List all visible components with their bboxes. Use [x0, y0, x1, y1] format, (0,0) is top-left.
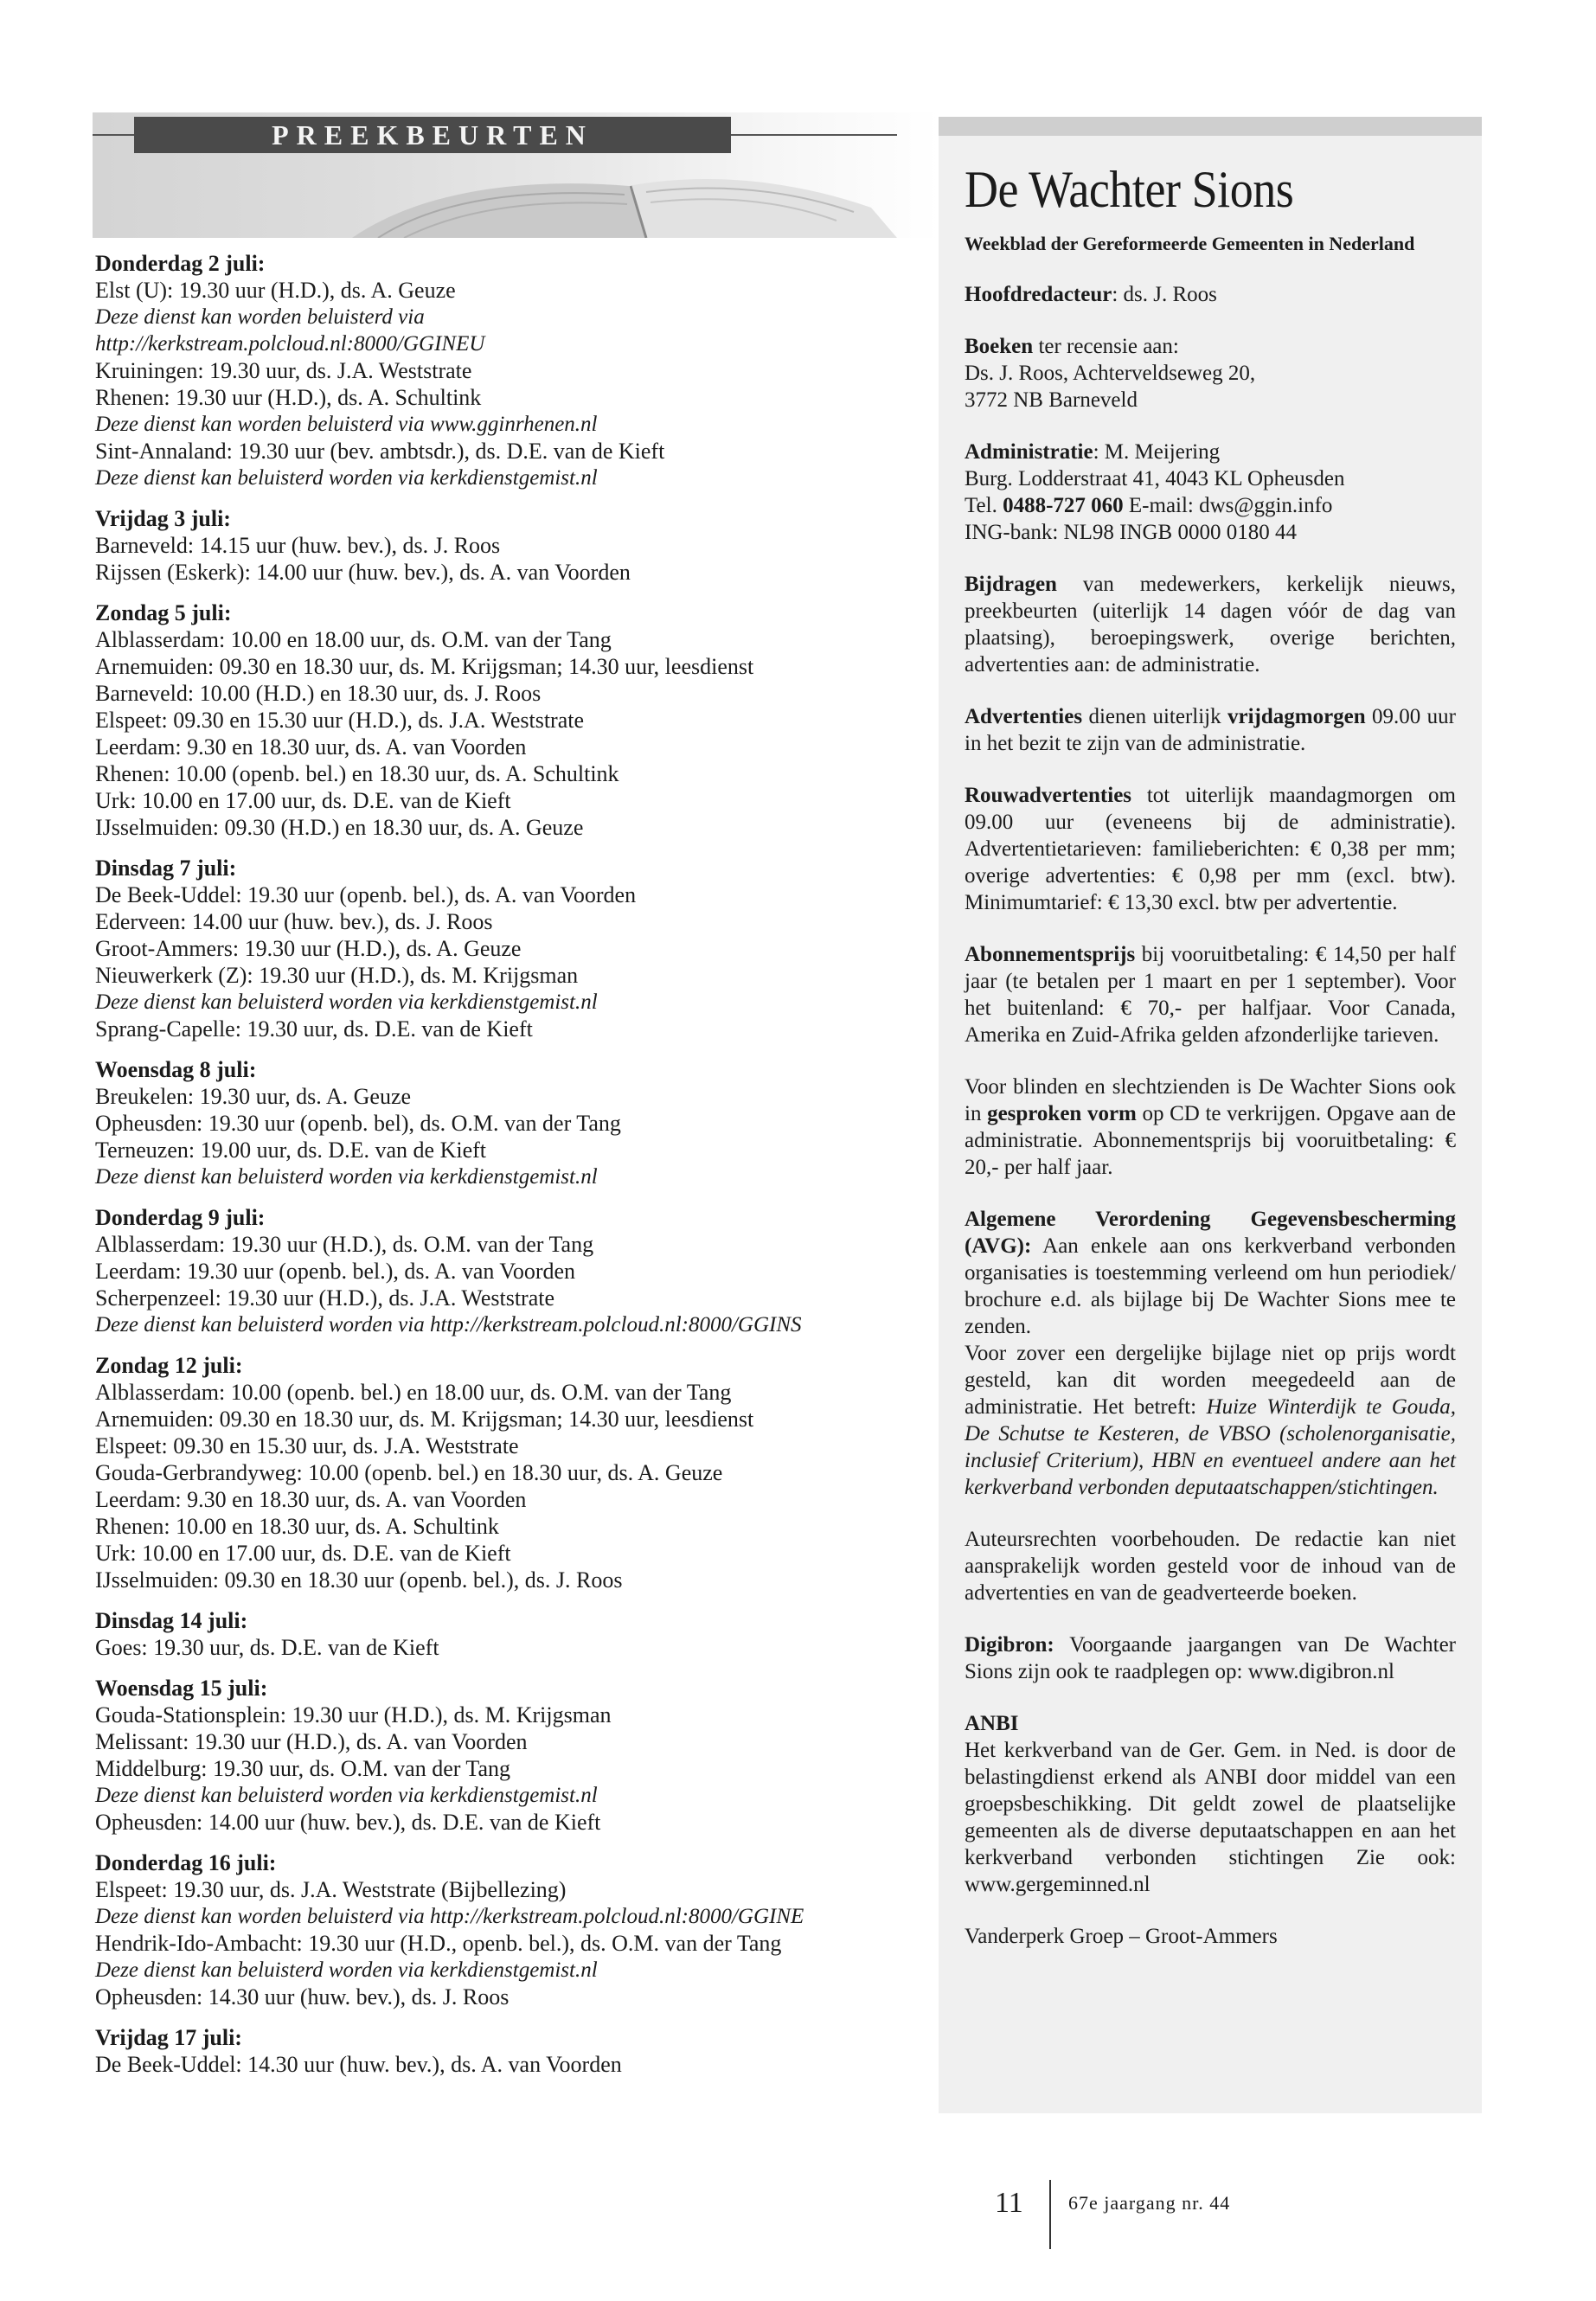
service-entry: Middelburg: 19.30 uur, ds. O.M. van der Tang [95, 1756, 511, 1781]
section-title: PREEKBEURTEN [134, 117, 731, 153]
service-entry: Scherpenzeel: 19.30 uur (H.D.), ds. J.A. Weststrate [95, 1285, 555, 1311]
service-entry: Rhenen: 10.00 en 18.30 uur, ds. A. Schultink [95, 1514, 499, 1539]
service-entry: Elspeet: 09.30 en 15.30 uur, ds. J.A. Weststrate [95, 1433, 519, 1458]
magazine-subtitle: Weekblad der Gereformeerde Gemeenten in Nederland [965, 233, 1415, 254]
schedule-day [95, 599, 926, 841]
service-entry: Urk: 10.00 en 17.00 uur, ds. D.E. van de Kieft [95, 788, 511, 813]
day-heading: Vrijdag 3 juli: [95, 506, 231, 531]
service-entry: Arnemuiden: 09.30 en 18.30 uur, ds. M. Krijgsman; 14.30 uur, leesdienst [95, 1407, 754, 1432]
service-entry: Breukelen: 19.30 uur, ds. A. Geuze [95, 1084, 412, 1109]
footer-divider [1049, 2180, 1051, 2249]
schedule-day [95, 1352, 926, 1593]
day-heading: Donderdag 16 juli: [95, 1850, 277, 1875]
day-heading: Vrijdag 17 juli: [95, 2025, 242, 2050]
rouwadvertenties: Rouwadvertenties tot uiterlijk maandagmorgen om 09.00 uur (eveneens bij de administratie). Advertentietarieven: familieberichten: € 0,38 per mm; overige advertenties: € 0,98 per mm (excl. btw). Minimumtarief: € 13,30 excl. btw per advertentie. [965, 784, 1456, 914]
schedule-day [95, 505, 926, 586]
day-heading: Dinsdag 14 juli: [95, 1608, 248, 1633]
service-entry: IJsselmuiden: 09.30 (H.D.) en 18.30 uur, ds. A. Geuze [95, 815, 584, 840]
service-entry: Opheusden: 14.00 uur (huw. bev.), ds. D.E. van de Kieft [95, 1810, 601, 1835]
page-footer [0, 2171, 1596, 2249]
blinden-info: Voor blinden en slechtzienden is De Wachter Sions ook in gesproken vorm op CD te verkrijgen. Opgave aan de administratie. Abonnementsprijs bij vooruitbetaling: € 20,- per half jaar. [965, 1075, 1456, 1179]
stream-note: Deze dienst kan beluisterd worden via kerkdienstgemist.nl [95, 466, 598, 490]
schedule-day [95, 855, 926, 1042]
abonnementsprijs: Abonnementsprijs bij vooruitbetaling: € 14,50 per half jaar (te betalen per 1 maart en per 1 september). Voor het buitenland: € 70,- per halfjaar. Voor Canada, Amerika en Zuid-Afrika gelden afzonderlijke tarieven. [965, 943, 1456, 1047]
day-heading: Zondag 5 juli: [95, 600, 232, 625]
digibron: Digibron: Voorgaande jaargangen van De Wachter Sions zijn ook te raadplegen op: www.digibron.nl [965, 1633, 1456, 1683]
colophon-top-bar [939, 117, 1482, 136]
schedule-day [95, 1675, 926, 1836]
schedule-day [95, 1204, 926, 1338]
day-heading: Donderdag 9 juli: [95, 1205, 266, 1230]
service-entry: Groot-Ammers: 19.30 uur (H.D.), ds. A. Geuze [95, 936, 522, 961]
magazine-title: De Wachter Sions [965, 161, 1294, 218]
schedule-day [95, 250, 926, 491]
hoofdredacteur: Hoofdredacteur: ds. J. Roos [965, 283, 1217, 306]
service-entry: Opheusden: 14.30 uur (huw. bev.), ds. J. Roos [95, 1984, 510, 2009]
schedule-day [95, 1849, 926, 2010]
service-entry: Alblasserdam: 10.00 (openb. bel.) en 18.00 uur, ds. O.M. van der Tang [95, 1380, 732, 1405]
auteursrechten: Auteursrechten voorbehouden. De redactie kan niet aansprakelijk worden gesteld voor de inhoud van de advertenties en van de geadverteerde boeken. [965, 1528, 1456, 1605]
preekbeurten-column [95, 112, 926, 2092]
colophon-box [939, 117, 1482, 2113]
boeken: Boeken ter recensie aan: Ds. J. Roos, Achterveldseweg 20, 3772 NB Barneveld [965, 335, 1256, 412]
service-entry: Leerdam: 19.30 uur (openb. bel.), ds. A. van Voorden [95, 1259, 576, 1284]
service-entry: De Beek-Uddel: 14.30 uur (huw. bev.), ds. A. van Voorden [95, 2052, 622, 2077]
service-entry: Alblasserdam: 19.30 uur (H.D.), ds. O.M. van der Tang [95, 1232, 594, 1257]
service-entry: Sint-Annaland: 19.30 uur (bev. ambtsdr.), ds. D.E. van de Kieft [95, 439, 665, 464]
stream-note: Deze dienst kan worden beluisterd via [95, 305, 425, 329]
service-entry: Elst (U): 19.30 uur (H.D.), ds. A. Geuze [95, 278, 456, 303]
service-entry: Gouda-Gerbrandyweg: 10.00 (openb. bel.) en 18.30 uur, ds. A. Geuze [95, 1460, 723, 1485]
service-entry: IJsselmuiden: 09.30 en 18.30 uur (openb. bel.), ds. J. Roos [95, 1567, 623, 1593]
service-entry: Gouda-Stationsplein: 19.30 uur (H.D.), ds. M. Krijgsman [95, 1702, 612, 1727]
stream-note: Deze dienst kan worden beluisterd via www.gginrhenen.nl [95, 413, 598, 436]
day-heading: Donderdag 2 juli: [95, 251, 266, 276]
service-entry: Opheusden: 19.30 uur (openb. bel), ds. O.M. van der Tang [95, 1111, 621, 1136]
service-entry: De Beek-Uddel: 19.30 uur (openb. bel.), ds. A. van Voorden [95, 882, 637, 907]
service-entry: Melissant: 19.30 uur (H.D.), ds. A. van Voorden [95, 1729, 528, 1754]
stream-note: Deze dienst kan beluisterd worden via kerkdienstgemist.nl [95, 1165, 598, 1189]
issue-info: 67e jaargang nr. 44 [1068, 2192, 1231, 2214]
service-entry: Hendrik-Ido-Ambacht: 19.30 uur (H.D., openb. bel.), ds. O.M. van der Tang [95, 1931, 782, 1956]
avg-info: Algemene Verordening Gegevensbescherming (AVG): Aan enkele aan ons kerkverband verbonden organisaties is toestemming verleend om hun periodiek/ brochure e.d. als bijlage bij De Wachter Sions mee te zenden. [965, 1208, 1456, 1338]
service-entry: Rhenen: 10.00 (openb. bel.) en 18.30 uur, ds. A. Schultink [95, 761, 619, 786]
stream-note: Deze dienst kan beluisterd worden via kerkdienstgemist.nl [95, 1784, 598, 1807]
service-entry: Nieuwerkerk (Z): 19.30 uur (H.D.), ds. M. Krijgsman [95, 963, 579, 988]
day-heading: Zondag 12 juli: [95, 1353, 243, 1378]
service-entry: Sprang-Capelle: 19.30 uur, ds. D.E. van de Kieft [95, 1016, 533, 1042]
day-heading: Woensdag 8 juli: [95, 1057, 257, 1082]
service-entry: Barneveld: 14.15 uur (huw. bev.), ds. J. Roos [95, 533, 501, 558]
schedule-list [95, 250, 926, 2078]
schedule-day [95, 1056, 926, 1190]
service-entry: Barneveld: 10.00 (H.D.) en 18.30 uur, ds. J. Roos [95, 681, 542, 706]
stream-note: Deze dienst kan beluisterd worden via http://kerkstream.polcloud.nl:8000/GGINS [95, 1313, 802, 1336]
service-entry: Goes: 19.30 uur, ds. D.E. van de Kieft [95, 1635, 439, 1660]
service-entry: Alblasserdam: 10.00 en 18.00 uur, ds. O.M. van der Tang [95, 627, 612, 652]
service-entry: Elspeet: 09.30 en 15.30 uur (H.D.), ds. J.A. Weststrate [95, 708, 585, 733]
bijdragen: Bijdragen van medewerkers, kerkelijk nieuws, preekbeurten (uiterlijk 14 dagen vóór de dag van plaatsing), beroepingswerk, overige berichten, advertenties aan: de administratie. [965, 573, 1456, 676]
service-entry: Rijssen (Eskerk): 14.00 uur (huw. bev.), ds. A. van Voorden [95, 560, 631, 585]
service-entry: Leerdam: 9.30 en 18.30 uur, ds. A. van Voorden [95, 1487, 527, 1512]
avg-bijlage: Voor zover een dergelijke bijlage niet op prijs wordt gesteld, kan dit worden meegedeeld aan de administratie. Het betreft: Huize Winterdijk te Gouda, De Schutse te Kesteren, de VBSO (scholenorganisatie, inclusief Criterium), HBN en eventueel andere aan het kerkverband verbonden deputaatschappen/stichtingen. [965, 1342, 1456, 1499]
service-entry: Kruiningen: 19.30 uur, ds. J.A. Weststrate [95, 358, 472, 383]
page-number: 11 [995, 2187, 1023, 2219]
stream-note: Deze dienst kan beluisterd worden via kerkdienstgemist.nl [95, 990, 598, 1014]
day-heading: Dinsdag 7 juli: [95, 856, 237, 881]
stream-note: http://kerkstream.polcloud.nl:8000/GGINEU [95, 332, 485, 356]
day-heading: Woensdag 15 juli: [95, 1676, 268, 1701]
schedule-day [95, 1607, 926, 1661]
service-entry: Arnemuiden: 09.30 en 18.30 uur, ds. M. Krijgsman; 14.30 uur, leesdienst [95, 654, 754, 679]
service-entry: Rhenen: 19.30 uur (H.D.), ds. A. Schultink [95, 385, 482, 410]
stream-note: Deze dienst kan beluisterd worden via kerkdienstgemist.nl [95, 1958, 598, 1982]
service-entry: Elspeet: 19.30 uur, ds. J.A. Weststrate (Bijbellezing) [95, 1877, 567, 1902]
service-entry: Urk: 10.00 en 17.00 uur, ds. D.E. van de Kieft [95, 1541, 511, 1566]
section-banner [95, 112, 926, 238]
service-entry: Ederveen: 14.00 uur (huw. bev.), ds. J. Roos [95, 909, 493, 934]
advertenties: Advertenties dienen uiterlijk vrijdagmorgen 09.00 uur in het bezit te zijn van de administratie. [965, 705, 1457, 755]
service-entry: Terneuzen: 19.00 uur, ds. D.E. van de Kieft [95, 1138, 487, 1163]
drukker: Vanderperk Groep – Groot-Ammers [965, 1925, 1278, 1948]
service-entry: Leerdam: 9.30 en 18.30 uur, ds. A. van Voorden [95, 734, 527, 760]
schedule-day [95, 2024, 926, 2078]
administratie: Administratie: M. Meijering Burg. Lodderstraat 41, 4043 KL Opheusden Tel. 0488-727 060 E-mail: dws@ggin.info ING-bank: NL98 INGB 0000 0180 44 [965, 440, 1345, 544]
anbi: ANBI Het kerkverband van de Ger. Gem. in Ned. is door de belastingdienst erkend als ANBI door middel van een groepsbeschikking. Dit geldt zowel de plaatselijke gemeenten als de diverse deputaatschappen en aan het kerkverband verbonden stichtingen Zie ook: www.gergeminned.nl [965, 1712, 1456, 1896]
stream-note: Deze dienst kan worden beluisterd via http://kerkstream.polcloud.nl:8000/GGINE [95, 1905, 804, 1928]
